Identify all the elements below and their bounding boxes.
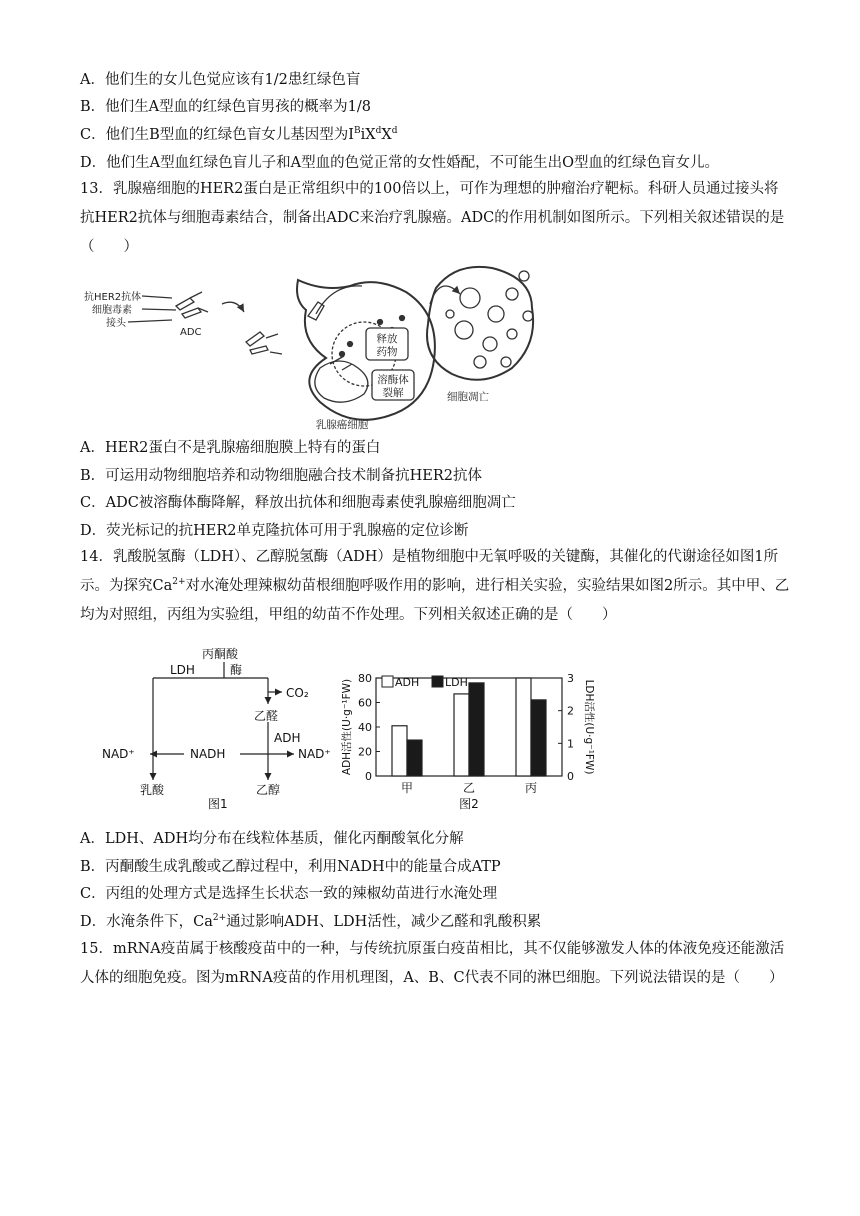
label-release: 释放 <box>376 333 398 345</box>
fig1-pyruvate: 丙酮酸 <box>202 647 239 661</box>
right-tick-label: 2 <box>567 704 574 718</box>
label-toxin: 细胞毒素 <box>92 305 132 316</box>
legend-label-ldh: LDH <box>445 676 468 689</box>
category-label: 甲 <box>400 781 414 795</box>
fig1-co2: CO₂ <box>286 686 309 700</box>
fig1-enzyme: 酶 <box>230 663 243 677</box>
fig1-ethanol: 乙醇 <box>256 783 281 797</box>
fig1-lactate: 乳酸 <box>140 783 165 797</box>
left-tick-label: 20 <box>358 745 372 759</box>
bar-adh-1 <box>454 694 469 776</box>
bar-adh-2 <box>516 678 531 776</box>
bar-ldh-1 <box>469 683 484 776</box>
q14-stem: 14．乳酸脱氢酶（LDH）、乙醇脱氢酶（ADH）是植物细胞中无氧呼吸的关键酶，其催化的代谢途径如图1所示。为探究$Ca^{2+}$对水淹处理辣椒幼苗根细胞呼吸作用的影响，进行相关实验，实验结果如图2所示。其中甲、乙均为对照组，丙组为实验组，甲组的幼苗不作处理。下列相关叙述正确的是（ ） <box>80 549 790 623</box>
label-adc: ADC <box>180 327 202 338</box>
q13-option-d: D．荧光标记的抗HER2单克隆抗体可用于乳腺癌的定位诊断 <box>80 523 469 539</box>
right-tick-label: 1 <box>567 737 574 751</box>
category-label: 丙 <box>524 781 538 795</box>
label-drug: 药物 <box>376 346 398 358</box>
label-cancer-cell: 乳腺癌细胞 <box>315 419 369 431</box>
q12-option-a: A．他们生的女儿色觉应该有1/2患红绿色盲 <box>80 72 361 88</box>
fig1-nad-left: NAD⁺ <box>102 747 135 761</box>
metabolic-pathway-figure <box>98 642 348 812</box>
right-tick-label: 0 <box>567 770 574 783</box>
category-label: 乙 <box>462 781 476 795</box>
q12-option-c: C．他们生B型血的红绿色盲女儿基因型为$I^BiX^dX^d$ <box>80 126 398 143</box>
bar-ldh-0 <box>407 740 422 776</box>
label-degrade: 裂解 <box>382 387 404 399</box>
q14-option-c: C．丙组的处理方式是选择生长状态一致的辣椒幼苗进行水淹处理 <box>80 886 498 902</box>
q14-option-b: B．丙酮酸生成乳酸或乙醇过程中，利用NADH中的能量合成ATP <box>80 859 501 875</box>
left-tick-label: 60 <box>358 696 372 710</box>
fig2-caption: 图2 <box>459 797 479 811</box>
q12-option-d: D．他们生A型血红绿色盲儿子和A型血的色觉正常的女性婚配，不可能生出O型血的红绿色盲女儿。 <box>80 155 719 171</box>
legend-label-adh: ADH <box>395 676 420 689</box>
bar-adh-0 <box>392 726 407 776</box>
fig1-caption: 图1 <box>208 797 228 811</box>
label-linker: 接头 <box>106 318 126 329</box>
label-apoptosis: 细胞凋亡 <box>447 391 489 403</box>
fig1-ldh: LDH <box>170 663 195 677</box>
q14-option-d: D．水淹条件下，$Ca^{2+}$通过影响ADH、LDH活性，减少乙醛和乳酸积累 <box>80 913 542 930</box>
right-tick-label: 3 <box>567 672 574 685</box>
legend-swatch-ldh <box>432 676 443 687</box>
bar-ldh-2 <box>531 700 546 776</box>
y-axis-left-label: ADH活性(U·g⁻¹FW) <box>341 678 353 776</box>
left-tick-label: 40 <box>358 721 372 734</box>
label-antibody: 抗HER2抗体 <box>84 292 142 303</box>
fig1-adh: ADH <box>274 731 301 745</box>
q13-option-c: C．ADC被溶酶体酶降解，释放出抗体和细胞毒素使乳腺癌细胞凋亡 <box>80 495 516 511</box>
fig1-nadh: NADH <box>190 747 226 761</box>
q15-stem: 15．mRNA疫苗属于核酸疫苗中的一种，与传统抗原蛋白疫苗相比，其不仅能够激发人体的体液免疫还能激活人体的细胞免疫。图为mRNA疫苗的作用机理图，A、B、C代表不同的淋巴细胞。下列说法错误的是（ ） <box>80 941 785 986</box>
left-tick-label: 0 <box>365 770 372 783</box>
q13-option-b: B．可运用动物细胞培养和动物细胞融合技术制备抗HER2抗体 <box>80 468 483 484</box>
fig1-nad-right: NAD⁺ <box>298 747 331 761</box>
y-axis-right-label: LDH活性(U·g⁻¹FW) <box>583 679 595 775</box>
label-lysosome: 溶酶体 <box>377 374 409 386</box>
q13-option-a: A．HER2蛋白不是乳腺癌细胞膜上特有的蛋白 <box>80 440 381 456</box>
enzyme-activity-chart <box>336 648 598 818</box>
q14-option-a: A．LDH、ADH均分布在线粒体基质，催化丙酮酸氧化分解 <box>80 831 464 847</box>
left-tick-label: 80 <box>358 672 372 685</box>
q13-stem: 13．乳腺癌细胞的HER2蛋白是正常组织中的100倍以上，可作为理想的肿瘤治疗靶标。科研人员通过接头将抗HER2抗体与细胞毒素结合，制备出ADC来治疗乳腺癌。ADC的作用机制如图所示。下列相关叙述错误的是（ ） <box>80 181 785 255</box>
q12-option-b: B．他们生A型血的红绿色盲男孩的概率为1/8 <box>80 99 371 115</box>
fig1-acetaldehyde: 乙醛 <box>254 709 279 723</box>
legend-swatch-adh <box>382 676 393 687</box>
adc-mechanism-figure <box>80 258 560 438</box>
